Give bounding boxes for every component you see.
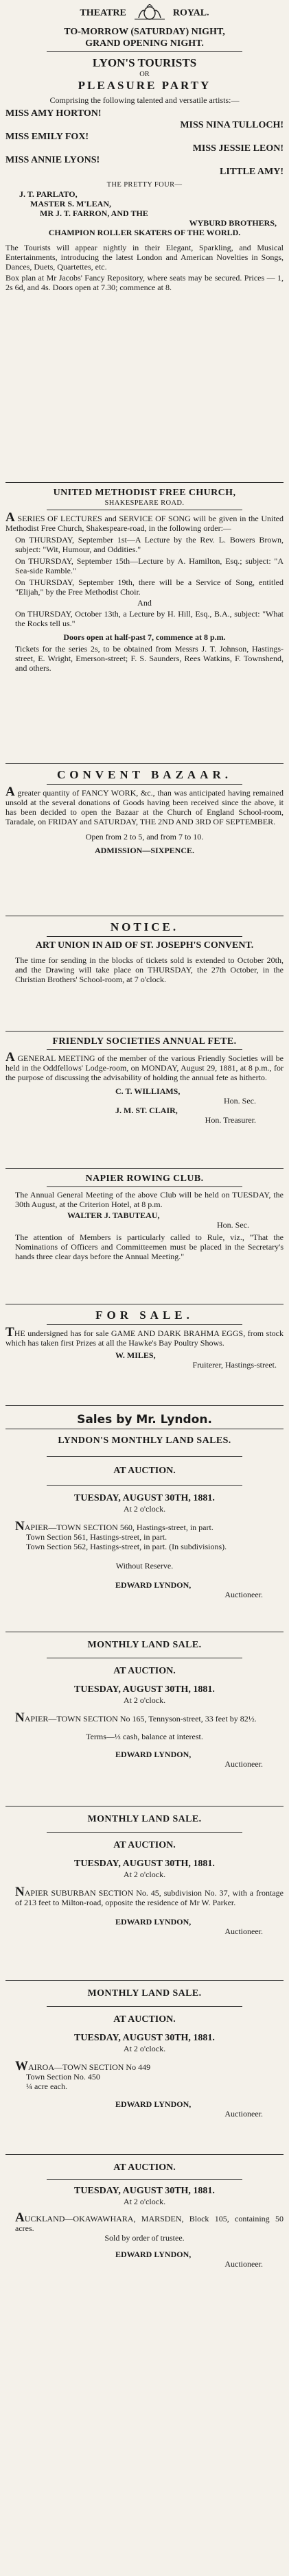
- church-item: And: [137, 598, 152, 608]
- divider: [47, 1456, 242, 1457]
- sale-note: Without Reserve.: [115, 1561, 174, 1571]
- divider: [47, 1324, 242, 1325]
- divider: [47, 936, 242, 937]
- sale-lot: [5, 1639, 284, 1804]
- sale-auctioneer: EDWARD LYNDON,: [115, 2250, 192, 2259]
- lyndon-sales-section: [5, 1406, 284, 2299]
- theatre-body: The Tourists will appear nightly in their Elegant, Sparkling, and Musical Entertainments, introducing the latest London and American Novelties in Songs, Dances, Duets, Quartettes, etc.: [5, 243, 284, 272]
- divider: [47, 51, 242, 52]
- friendly-societies-ad: [5, 1031, 284, 1169]
- troupe-or: OR: [139, 71, 150, 78]
- sale-date: TUESDAY, AUGUST 30TH, 1881.: [74, 2186, 215, 2196]
- sale-role: Auctioneer.: [224, 2259, 263, 2269]
- church-doors: Doors open at half-past 7, commence at 8 p.m.: [63, 632, 226, 642]
- sales-title: Sales by Mr. Lyndon.: [77, 1413, 212, 1427]
- sale-lot: [5, 1988, 284, 2152]
- bazaar-admission: ADMISSION—SIXPENCE.: [94, 846, 195, 855]
- theatre-headline-2: GRAND OPENING NIGHT.: [85, 38, 204, 49]
- troupe-name-1: LYON'S TOURISTS: [92, 56, 197, 69]
- divider: [47, 784, 242, 785]
- sale-line: WAIROA—TOWN SECTION No 449: [15, 2059, 151, 2073]
- sale-at-auction: AT AUCTION.: [113, 1666, 176, 1676]
- theatre-header-right: ROYAL.: [172, 8, 209, 19]
- church-item: On THURSDAY, October 13th, a Lecture by H. Hill, Esq., B.A., subject: "What the Rocks tell us.": [15, 609, 284, 628]
- friendly-role-2: Hon. Treasurer.: [205, 1115, 256, 1125]
- sale-monthly: MONTHLY LAND SALE.: [87, 1814, 202, 1824]
- sale-line: ¼ acre each.: [26, 2082, 67, 2091]
- sale-auctioneer: EDWARD LYNDON,: [115, 1917, 192, 1927]
- troupe-name-2: PLEASURE PARTY: [78, 79, 211, 92]
- divider: [47, 2006, 242, 2007]
- sale-line: Town Section No. 450: [26, 2072, 100, 2082]
- friendly-title: FRIENDLY SOCIETIES ANNUAL FETE.: [52, 1036, 237, 1047]
- sale-lot: [5, 1813, 284, 1978]
- sale-time: At 2 o'clock.: [123, 1870, 166, 1879]
- sale-date: TUESDAY, AUGUST 30TH, 1881.: [74, 2033, 215, 2043]
- sale-line: Sold by order of trustee.: [104, 2233, 185, 2243]
- notice-body: The time for sending in the blocks of tickets sold is extended to October 20th, and the Drawing will take place on THURSDAY, the 27th October, in the Christian Brothers' School-room, at 7 o'clock.: [15, 955, 284, 984]
- for-sale-title: FOR SALE.: [95, 1309, 194, 1322]
- sale-time: At 2 o'clock.: [123, 1695, 166, 1705]
- sale-line: NAPIER SUBURBAN SECTION No. 45, subdivision No. 37, with a frontage of 213 feet to Milton-road, opposite the residence of Mr W. Parker.: [15, 1885, 284, 1907]
- theatre-comprising: Comprising the following talented and versatile artists:—: [49, 95, 240, 105]
- divider: [47, 1485, 242, 1486]
- rowing-role: Hon. Sec.: [217, 1220, 249, 1230]
- for-sale-role: Fruiterer, Hastings-street.: [192, 1360, 277, 1370]
- sale-auctioneer: EDWARD LYNDON,: [115, 2099, 192, 2109]
- friendly-role-1: Hon. Sec.: [224, 1096, 256, 1106]
- sale-role: Auctioneer.: [224, 2109, 263, 2119]
- theatre-box-plan: Box plan at Mr Jacobs' Fancy Repository, where seats may be secured. Prices — 1, 2s 6d, and 4s. Doors open at 7.30; commence at 8.: [5, 273, 284, 292]
- rowing-title: NAPIER ROWING CLUB.: [85, 1173, 204, 1184]
- artist-name: MISS ANNIE LYONS!: [5, 155, 100, 165]
- sale-role: Auctioneer.: [224, 1590, 263, 1599]
- notice-title: NOTICE.: [110, 920, 179, 933]
- art-union-notice-ad: [5, 916, 284, 1031]
- for-sale-body: THE undersigned has for sale GAME AND DARK BRAHMA EGGS, from stock which has taken first Prizes at all the Hawke's Bay Poultry Shows.: [5, 1325, 284, 1348]
- friendly-body: A GENERAL MEETING of the member of the various Friendly Societies will be held in the Oddfellows' Lodge-room, on MONDAY, August 29, 1881, at 8 p.m., for the purpose of discussing the advisability of holding the annual fete as hitherto.: [5, 1050, 284, 1082]
- artist-name: MISS JESSIE LEON!: [192, 143, 284, 154]
- sale-date: TUESDAY, AUGUST 30TH, 1881.: [74, 1859, 215, 1869]
- sale-time: At 2 o'clock.: [123, 2197, 166, 2206]
- church-item: On THURSDAY, September 19th, there will be a Service of Song, entitled "Elijah," by the Free Methodist Choir.: [15, 577, 284, 597]
- artist-name: LITTLE AMY!: [220, 167, 284, 177]
- friendly-signatory-2: J. M. ST. CLAIR,: [115, 1106, 178, 1115]
- artist-name: MISS EMILY FOX!: [5, 132, 89, 142]
- performer-name: J. T. PARLATO,: [19, 189, 78, 199]
- bazaar-title: CONVENT BAZAAR.: [57, 768, 232, 781]
- pretty-four: THE PRETTY FOUR—: [106, 181, 183, 189]
- friendly-signatory-1: C. T. WILLIAMS,: [115, 1086, 181, 1096]
- sale-at-auction: AT AUCTION.: [113, 1840, 176, 1850]
- napier-rowing-club-ad: [5, 1169, 284, 1304]
- sale-auctioneer: EDWARD LYNDON,: [115, 1750, 192, 1759]
- divider: [5, 2154, 284, 2155]
- sale-lot: [5, 1465, 284, 1630]
- artist-list: [5, 108, 284, 178]
- divider: [47, 1049, 242, 1050]
- artist-name: MISS AMY HORTON!: [5, 108, 102, 119]
- sale-auctioneer: EDWARD LYNDON,: [115, 1580, 192, 1590]
- sale-date: TUESDAY, AUGUST 30TH, 1881.: [74, 1493, 215, 1503]
- for-sale-signatory: W. MILES,: [115, 1350, 156, 1360]
- church-item: On THURSDAY, September 15th—Lecture by A. Hamilton, Esq.; subject: "A Sea-side Ramble.": [15, 556, 284, 575]
- performer-name: MASTER S. M'LEAN,: [30, 199, 112, 208]
- bazaar-body: A greater quantity of FANCY WORK, &c., than was anticipated having remained unsold at the several donations of Goods having been received since the above, it has been decided to open the Bazaar at the Church of England School-room, Taradale, on FRIDAY and SATURDAY, THE 2ND AND 3RD OF SEPTEMBER.: [5, 785, 284, 826]
- notice-headline: ART UNION IN AID OF ST. JOSEPH'S CONVENT.: [35, 940, 254, 951]
- church-tickets: Tickets for the series 2s, to be obtained from Messrs J. T. Johnson, Hastings-street, E. Wright, Emerson-street; F. S. Saunders, Rees Watkins, F. Townshend, and others.: [15, 644, 284, 673]
- sale-monthly: MONTHLY LAND SALE.: [87, 1988, 202, 1999]
- bazaar-hours: Open from 2 to 5, and from 7 to 10.: [85, 832, 204, 842]
- sale-monthly: MONTHLY LAND SALE.: [87, 1640, 202, 1650]
- sale-time: At 2 o'clock.: [123, 2044, 166, 2053]
- performer-name: MR J. T. FARRON, AND THE: [40, 208, 148, 218]
- sale-note: Terms—⅓ cash, balance at interest.: [86, 1732, 203, 1741]
- convent-bazaar-ad: [5, 764, 284, 916]
- divider: [47, 1186, 242, 1187]
- sale-role: Auctioneer.: [224, 1759, 263, 1769]
- rowing-signatory: WALTER J. TABUTEAU,: [67, 1211, 160, 1220]
- sale-at-auction: AT AUCTION.: [113, 2014, 176, 2025]
- sale-line: NAPIER—TOWN SECTION No 165, Tennyson-street, 33 feet by 82½.: [15, 1710, 257, 1725]
- theatre-royal-ad: [5, 3, 284, 483]
- sale-line: Town Section 562, Hastings-street, in part. (In subdivisions).: [26, 1542, 227, 1551]
- theatre-header-left: THEATRE: [80, 8, 126, 19]
- performer-name: CHAMPION ROLLER SKATERS OF THE WORLD.: [48, 228, 241, 237]
- church-item: On THURSDAY, September 1st—A Lecture by the Rev. L. Bowers Brown, subject: "Wit, Humour, and Oddities.": [15, 535, 284, 554]
- men-list: [5, 189, 284, 237]
- sale-line: AUCKLAND—OKAWAWHARA, MARSDEN, Block 105, containing 50 acres.: [15, 2210, 284, 2233]
- rowing-body-2: The attention of Members is particularly called to Rule, viz., "That the Nominations of Officers and Committeemen must be placed in the Secretary's hands three clear days before the Annual Meeting.": [15, 1232, 284, 1261]
- sale-at-auction: AT AUCTION.: [113, 2162, 176, 2173]
- sale-lot: [5, 2162, 284, 2299]
- church-subtitle: SHAKESPEARE ROAD.: [104, 499, 185, 507]
- sale-time: At 2 o'clock.: [123, 1504, 166, 1514]
- royal-crest-icon: [129, 4, 170, 22]
- sale-date: TUESDAY, AUGUST 30TH, 1881.: [74, 1684, 215, 1695]
- church-title: UNITED METHODIST FREE CHURCH,: [53, 488, 236, 498]
- methodist-church-ad: [5, 483, 284, 764]
- sale-role: Auctioneer.: [224, 1927, 263, 1936]
- sale-at-auction: AT AUCTION.: [113, 1466, 176, 1476]
- theatre-headline-1: TO-MORROW (SATURDAY) NIGHT,: [64, 27, 225, 37]
- divider: [47, 2179, 242, 2180]
- sale-line: Town Section 561, Hastings-street, in part.: [26, 1532, 167, 1542]
- divider: [5, 1980, 284, 1981]
- theatre-header: [5, 4, 284, 22]
- sales-heading: LYNDON'S MONTHLY LAND SALES.: [58, 1435, 231, 1446]
- performer-name: WYBURD BROTHERS,: [189, 218, 277, 228]
- artist-name: MISS NINA TULLOCH!: [180, 120, 284, 130]
- for-sale-ad: [5, 1304, 284, 1406]
- divider: [47, 1832, 242, 1833]
- church-intro: A SERIES OF LECTURES and SERVICE OF SONG will be given in the United Methodist Free Church, Shakespeare-road, in the following order:—: [5, 510, 284, 533]
- rowing-body: The Annual General Meeting of the above Club will be held on TUESDAY, the 30th August, at the Criterion Hotel, at 8 p.m.: [15, 1190, 284, 1209]
- sale-line: NAPIER—TOWN SECTION 560, Hastings-street, in part.: [15, 1519, 213, 1534]
